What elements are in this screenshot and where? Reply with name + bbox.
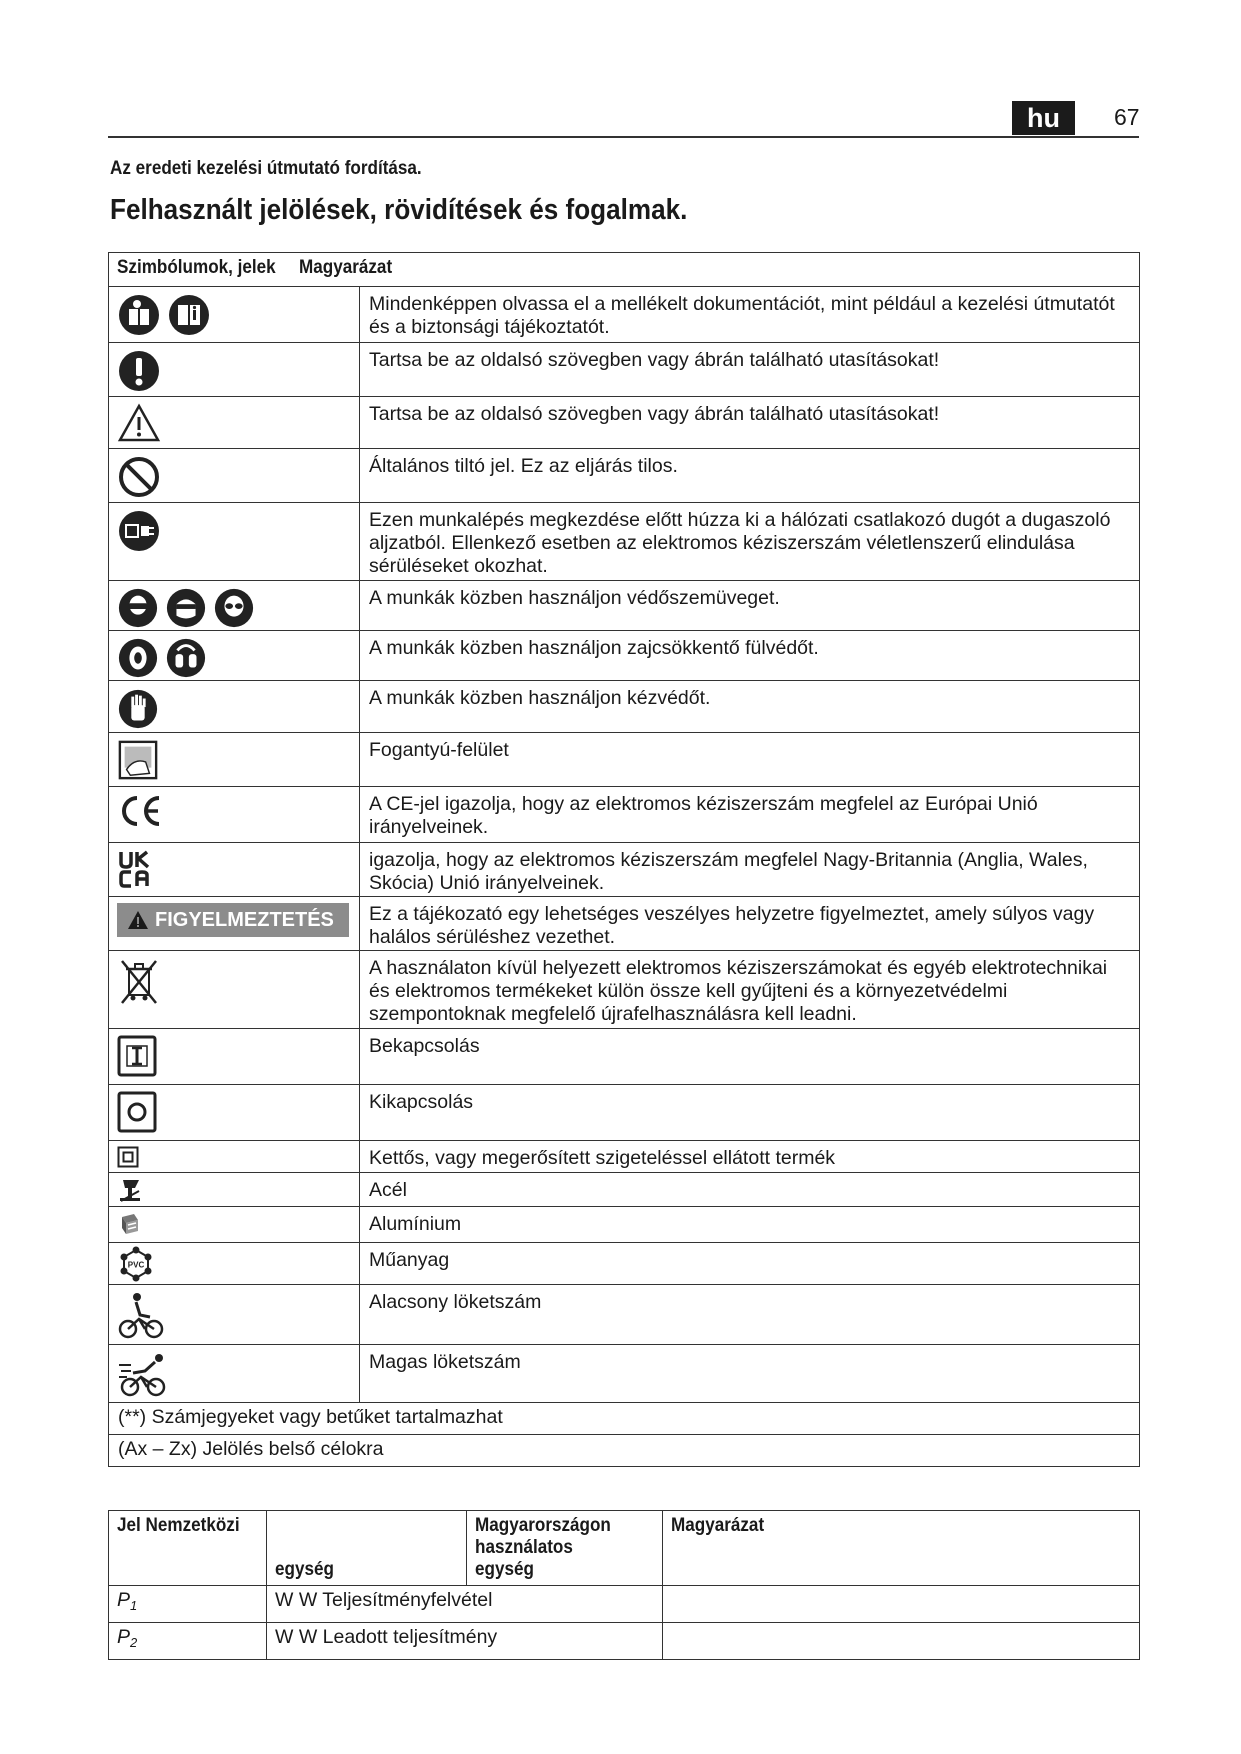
description-cell: A munkák közben használjon zajcsökkentő fülvédőt. — [360, 631, 1140, 681]
prohibition-icon — [117, 455, 161, 499]
explanation-cell — [663, 1623, 1140, 1660]
symbol-cell — [109, 681, 360, 733]
footnote-row — [109, 1435, 1140, 1467]
svg-text:PVC: PVC — [127, 1260, 145, 1270]
low-stroke-bike-icon — [117, 1291, 165, 1339]
table-row — [109, 1141, 1140, 1173]
switch-on-icon — [117, 1035, 157, 1077]
grip-surface-icon — [117, 739, 159, 781]
language-badge: hu — [1012, 101, 1075, 135]
header-explanation: Magyarázat — [298, 257, 392, 278]
face-shield-icon — [165, 587, 207, 629]
footnote: (Ax – Zx) Jelölés belső célokra — [109, 1435, 1140, 1467]
unplug-mains-icon — [117, 509, 161, 553]
warning-badge — [117, 903, 349, 937]
table-row — [109, 681, 1140, 733]
weee-bin-icon — [117, 957, 161, 1005]
description-cell: Alumínium — [360, 1207, 1140, 1243]
page-number: 67 — [1114, 104, 1140, 130]
description-cell: Acél — [360, 1173, 1140, 1207]
symbol-cell — [109, 1029, 360, 1085]
description-cell: Általános tiltó jel. Ez az eljárás tilos. — [360, 449, 1140, 503]
symbols-table-header-cell — [109, 253, 1140, 287]
high-stroke-bike-icon — [117, 1351, 169, 1397]
symbol-subscript: 2 — [130, 1635, 138, 1650]
ear-protection-icon — [117, 637, 159, 679]
symbol-cell — [109, 631, 360, 681]
symbol-cell — [109, 1085, 360, 1141]
header-symbol — [109, 1511, 267, 1586]
table-row — [109, 503, 1140, 581]
info-book-icon — [167, 293, 211, 337]
symbol-cell — [109, 1586, 267, 1623]
symbol-cell — [109, 1345, 360, 1403]
description-cell: Kikapcsolás — [360, 1085, 1140, 1141]
symbol-cell — [109, 843, 360, 897]
description-cell: Alacsony löketszám — [360, 1285, 1140, 1345]
goggles-icon — [213, 587, 255, 629]
symbol-cell — [109, 733, 360, 787]
description-cell: Kettős, vagy megerősített szigeteléssel ellátott termék — [360, 1141, 1140, 1173]
table-row — [109, 1285, 1140, 1345]
table-row — [109, 1623, 1140, 1660]
description-cell: A CE-jel igazolja, hogy az elektromos kéziszerszám megfelel az Európai Unió irányelveinek. — [360, 787, 1140, 843]
page-title: Felhasznált jelölések, rövidítések és fogalmak. — [110, 194, 688, 226]
description-cell: A munkák közben használjon védőszemüveget. — [360, 581, 1140, 631]
symbol-cell — [109, 897, 360, 951]
description-cell: Tartsa be az oldalsó szövegben vagy ábrán található utasításokat! — [360, 343, 1140, 397]
warning-badge-label: FIGYELMEZTETÉS — [155, 908, 334, 931]
table-row — [109, 1173, 1140, 1207]
explanation-cell — [663, 1586, 1140, 1623]
symbol-letter: P — [117, 1626, 131, 1648]
read-manual-icon — [117, 293, 161, 337]
header-symbols: Szimbólumok, jelek — [117, 257, 276, 278]
symbol-cell — [109, 1623, 267, 1660]
ear-protection-alt-icon — [165, 637, 207, 679]
table-row — [109, 787, 1140, 843]
table-row — [109, 581, 1140, 631]
description-cell: Tartsa be az oldalsó szövegben vagy ábrán található utasításokat! — [360, 397, 1140, 449]
symbol-cell — [109, 449, 360, 503]
header-unit — [267, 1511, 467, 1586]
header-unit-label: egység — [275, 1559, 334, 1580]
symbol-cell — [109, 1141, 360, 1173]
eye-protection-icon — [117, 587, 159, 629]
warning-triangle-icon — [117, 403, 161, 443]
document-subtitle: Az eredeti kezelési útmutató fordítása. — [110, 158, 422, 179]
ukca-mark-icon — [117, 849, 153, 889]
aluminium-material-icon — [117, 1211, 143, 1237]
table-row — [109, 449, 1140, 503]
footnote-row — [109, 1403, 1140, 1435]
ce-mark-icon — [117, 793, 165, 829]
table-row — [109, 897, 1140, 951]
unit-description-cell: W W Teljesítményfelvétel — [267, 1586, 663, 1623]
symbol-cell — [109, 1173, 360, 1207]
symbol-cell — [109, 503, 360, 581]
warning-badge-icon — [127, 910, 149, 930]
description-cell: Bekapcsolás — [360, 1029, 1140, 1085]
double-insulation-icon — [117, 1146, 139, 1168]
description-cell: Mindenképpen olvassa el a mellékelt dokumentációt, mint például a kezelési útmutatót és a biztonsági tájékoztatót. — [360, 287, 1140, 343]
description-cell: Ezen munkalépés megkezdése előtt húzza ki a hálózati csatlakozó dugót a dugaszoló aljzatból. Ellenkező esetben az elektromos kéziszerszám véletlenszerű elindulása sérüléseket okozhat. — [360, 503, 1140, 581]
footnote: (**) Számjegyeket vagy betűket tartalmazhat — [109, 1403, 1140, 1435]
unit-description-cell: W W Leadott teljesítmény — [267, 1623, 663, 1660]
table-row — [109, 1085, 1140, 1141]
table-row — [109, 287, 1140, 343]
table-row — [109, 1345, 1140, 1403]
symbol-cell — [109, 343, 360, 397]
symbol-cell — [109, 287, 360, 343]
table-row — [109, 1586, 1140, 1623]
description-cell: igazolja, hogy az elektromos kéziszerszám megfelel Nagy-Britannia (Anglia, Wales, Skócia) Unió irányelveinek. — [360, 843, 1140, 897]
header-explanation-label: Magyarázat — [671, 1515, 765, 1536]
symbol-cell — [109, 1285, 360, 1345]
description-cell: Magas löketszám — [360, 1345, 1140, 1403]
description-cell: Ez a tájékozató egy lehetséges veszélyes helyzetre figyelmeztet, amely súlyos vagy halálos sérüléshez vezethet. — [360, 897, 1140, 951]
symbol-cell — [109, 1207, 360, 1243]
header-divider — [108, 136, 1139, 138]
mandatory-exclamation-icon — [117, 349, 161, 393]
symbols-table-header — [109, 253, 1140, 287]
description-cell: Műanyag — [360, 1243, 1140, 1285]
symbol-cell — [109, 581, 360, 631]
symbol-cell — [109, 397, 360, 449]
switch-off-icon — [117, 1091, 157, 1133]
steel-material-icon — [117, 1177, 143, 1203]
symbol-subscript: 1 — [130, 1598, 138, 1613]
table-row — [109, 343, 1140, 397]
symbol-cell — [109, 951, 360, 1029]
table-row — [109, 951, 1140, 1029]
table-row — [109, 1243, 1140, 1285]
pvc-plastic-icon — [117, 1246, 155, 1282]
units-table — [108, 1510, 1140, 1660]
table-row — [109, 843, 1140, 897]
table-row — [109, 733, 1140, 787]
symbol-letter: P — [117, 1589, 131, 1611]
table-row — [109, 631, 1140, 681]
description-cell: A munkák közben használjon kézvédőt. — [360, 681, 1140, 733]
symbols-table — [108, 252, 1140, 1467]
description-cell: Fogantyú-felület — [360, 733, 1140, 787]
table-row — [109, 397, 1140, 449]
table-row — [109, 1207, 1140, 1243]
table-row — [109, 1029, 1140, 1085]
units-table-header — [109, 1511, 1140, 1586]
hand-protection-icon — [117, 687, 159, 731]
header-national-unit-label: Magyarországon használatos egység — [475, 1515, 611, 1580]
symbol-cell — [109, 1243, 360, 1285]
symbol-cell — [109, 787, 360, 843]
header-national-unit — [467, 1511, 663, 1586]
description-cell: A használaton kívül helyezett elektromos kéziszerszámokat és egyéb elektrotechnikai és elektromos termékeket külön össze kell gyűjteni és a környezetvédelmi szempontoknak megfelelő újrafelhasználásra kell leadni. — [360, 951, 1140, 1029]
header-explanation — [663, 1511, 1140, 1586]
header-symbol-label: Jel Nemzetközi — [117, 1515, 240, 1536]
